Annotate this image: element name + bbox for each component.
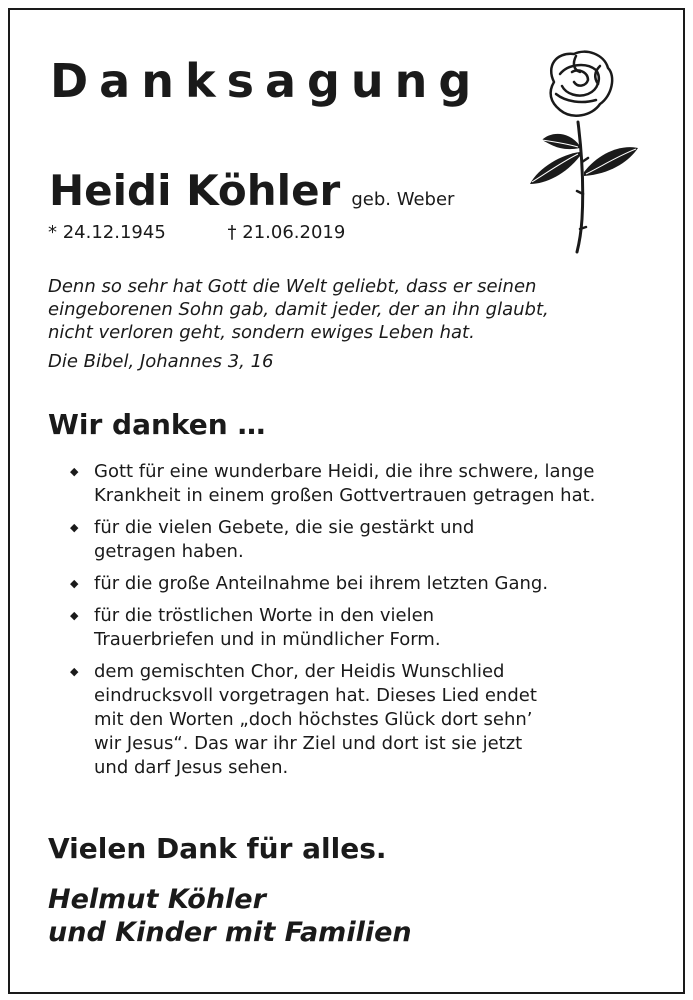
obituary-card: [8, 8, 685, 994]
list-item-line: für die große Anteilnahme bei ihrem letzten Gang.: [94, 573, 549, 594]
diamond-bullet-icon: ◆: [70, 521, 79, 534]
life-dates: [48, 222, 345, 243]
closing-text: Vielen Dank für alles.: [48, 832, 387, 865]
list-item-line: dem gemischten Chor, der Heidis Wunschlied: [94, 661, 505, 682]
birth-date: * 24.12.1945: [48, 222, 166, 243]
list-item: [70, 572, 670, 596]
list-item: [70, 460, 670, 508]
list-item-line: Trauerbriefen und in mündlicher Form.: [94, 629, 441, 650]
diamond-bullet-icon: ◆: [70, 577, 79, 590]
verse-reference: Die Bibel, Johannes 3, 16: [48, 351, 274, 372]
list-item-line: für die tröstlichen Worte in den vielen: [94, 605, 435, 626]
verse-line: nicht verloren geht, sondern ewiges Leben hat.: [48, 322, 475, 343]
thanks-heading: Wir danken …: [48, 408, 266, 441]
diamond-bullet-icon: ◆: [70, 465, 79, 478]
verse-line: eingeborenen Sohn gab, damit jeder, der an ihn glaubt,: [48, 299, 549, 320]
diamond-bullet-icon: ◆: [70, 665, 79, 678]
list-item: [70, 660, 670, 780]
list-item-line: getragen haben.: [94, 541, 244, 562]
rose-icon: [516, 44, 646, 254]
list-item-line: und darf Jesus sehen.: [94, 757, 289, 778]
list-item-line: mit den Worten „doch höchstes Glück dort sehn’: [94, 709, 533, 730]
list-item: [70, 516, 670, 564]
signature-line: Helmut Köhler: [48, 884, 266, 915]
deceased-name: Heidi Köhler: [49, 166, 341, 215]
list-item-line: wir Jesus“. Das war ihr Ziel und dort ist sie jetzt: [94, 733, 523, 754]
list-item-line: Krankheit in einem großen Gottvertrauen getragen hat.: [94, 485, 596, 506]
page-title: Danksagung: [50, 54, 483, 108]
signature-line: und Kinder mit Familien: [48, 917, 412, 948]
bible-verse: [48, 275, 549, 373]
diamond-bullet-icon: ◆: [70, 609, 79, 622]
list-item-line: Gott für eine wunderbare Heidi, die ihre schwere, lange: [94, 461, 595, 482]
signature: [48, 883, 412, 949]
death-date: † 21.06.2019: [227, 222, 346, 243]
thanks-list: [70, 460, 670, 788]
verse-line: Denn so sehr hat Gott die Welt geliebt, dass er seinen: [48, 276, 537, 297]
list-item: [70, 604, 670, 652]
list-item-line: eindrucksvoll vorgetragen hat. Dieses Lied endet: [94, 685, 537, 706]
maiden-name: geb. Weber: [351, 189, 455, 210]
list-item-line: für die vielen Gebete, die sie gestärkt und: [94, 517, 475, 538]
deceased-name-row: [49, 166, 455, 215]
